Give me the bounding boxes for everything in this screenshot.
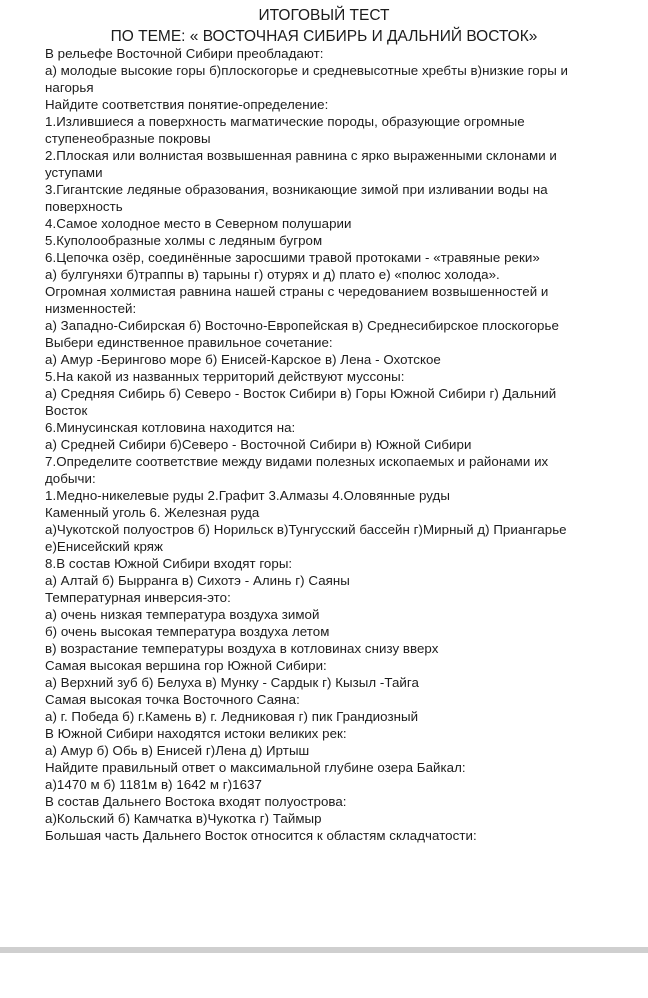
- text-line: а) Амур -Берингово море б) Енисей-Карское в) Лена - Охотское: [45, 352, 441, 367]
- text-line: а) Верхний зуб б) Белуха в) Мунку - Сардык г) Кызыл -Тайга: [45, 675, 419, 690]
- text-line: Температурная инверсия-это:: [45, 590, 231, 605]
- text-line: 4.Самое холодное место в Северном полушарии: [45, 216, 352, 231]
- text-line: а) Амур б) Обь в) Енисей г)Лена д) Иртыш: [45, 743, 310, 758]
- text-line: 6.Цепочка озёр, соединённые заросшими травой протоками - «травяные реки»: [45, 250, 540, 265]
- text-line: 1.Излившиеся а поверхность магматические породы, образующие огромные: [45, 114, 525, 129]
- text-line: В состав Дальнего Востока входят полуострова:: [45, 794, 347, 809]
- document-title: ИТОГОВЫЙ ТЕСТ: [258, 7, 390, 24]
- text-line: поверхность: [45, 199, 123, 214]
- text-line: а) Средней Сибири б)Северо - Восточной Сибири в) Южной Сибири: [45, 437, 472, 452]
- text-line: уступами: [45, 165, 103, 180]
- text-line: 3.Гигантские ледяные образования, возникающие зимой при изливании воды на: [45, 182, 548, 197]
- document-body: [45, 45, 635, 844]
- text-line: Выбери единственное правильное сочетание:: [45, 335, 333, 350]
- text-line: В рельефе Восточной Сибири преобладают:: [45, 46, 324, 61]
- text-line: В Южной Сибири находятся истоки великих рек:: [45, 726, 347, 741]
- text-line: а)Кольский б) Камчатка в)Чукотка г) Таймыр: [45, 811, 322, 826]
- text-line: 2.Плоская или волнистая возвышенная равнина с ярко выраженными склонами и: [45, 148, 557, 163]
- document-subtitle: ПО ТЕМЕ: « ВОСТОЧНАЯ СИБИРЬ И ДАЛЬНИЙ ВОСТОК»: [110, 28, 538, 45]
- text-line: а) молодые высокие горы б)плоскогорье и средневысотные хребты в)низкие горы и: [45, 63, 569, 78]
- text-line: а)1470 м б) 1181м в) 1642 м г)1637: [45, 777, 262, 792]
- text-line: а) Западно-Сибирская б) Восточно-Европейская в) Среднесибирское плоскогорье: [45, 318, 559, 333]
- text-line: 1.Медно-никелевые руды 2.Графит 3.Алмазы 4.Оловянные руды: [45, 488, 450, 503]
- text-line: 5.На какой из названных территорий действуют муссоны:: [45, 369, 405, 384]
- text-line: а) г. Победа б) г.Камень в) г. Ледниковая г) пик Грандиозный: [45, 709, 419, 724]
- text-line: 6.Минусинская котловина находится на:: [45, 420, 296, 435]
- text-line: а) булгуняхи б)траппы в) тарыны г) отурях и д) плато е) «полюс холода».: [45, 267, 500, 282]
- text-line: 7.Определите соответствие между видами полезных ископаемых и районами их: [45, 454, 549, 469]
- text-line: а) Средняя Сибирь б) Северо - Восток Сибири в) Горы Южной Сибири г) Дальний: [45, 386, 557, 401]
- text-line: Каменный уголь 6. Железная руда: [45, 505, 260, 520]
- text-line: Огромная холмистая равнина нашей страны с чередованием возвышенностей и: [45, 284, 549, 299]
- text-line: б) очень высокая температура воздуха летом: [45, 624, 330, 639]
- text-line: Найдите правильный ответ о максимальной глубине озера Байкал:: [45, 760, 466, 775]
- text-line: ступенеобразные покровы: [45, 131, 211, 146]
- text-line: добычи:: [45, 471, 96, 486]
- text-line: е)Енисейский кряж: [45, 539, 163, 554]
- text-line: 5.Куполообразные холмы с ледяным бугром: [45, 233, 323, 248]
- text-line: а) очень низкая температура воздуха зимой: [45, 607, 320, 622]
- text-line: Самая высокая вершина гор Южной Сибири:: [45, 658, 327, 673]
- text-line: в) возрастание температуры воздуха в котловинах снизу вверх: [45, 641, 439, 656]
- text-line: 8.В состав Южной Сибири входят горы:: [45, 556, 293, 571]
- text-line: Самая высокая точка Восточного Саяна:: [45, 692, 300, 707]
- text-line: а) Алтай б) Бырранга в) Сихотэ - Алинь г) Саяны: [45, 573, 350, 588]
- text-line: Восток: [45, 403, 88, 418]
- text-line: нагорья: [45, 80, 94, 95]
- bottom-blank-area: [0, 953, 648, 998]
- text-line: Найдите соответствия понятие-определение:: [45, 97, 329, 112]
- text-line: низменностей:: [45, 301, 137, 316]
- text-line: Большая часть Дальнего Восток относится к областям складчатости:: [45, 828, 477, 843]
- text-line: а)Чукотской полуостров б) Норильск в)Тунгусский бассейн г)Мирный д) Приангарье: [45, 522, 567, 537]
